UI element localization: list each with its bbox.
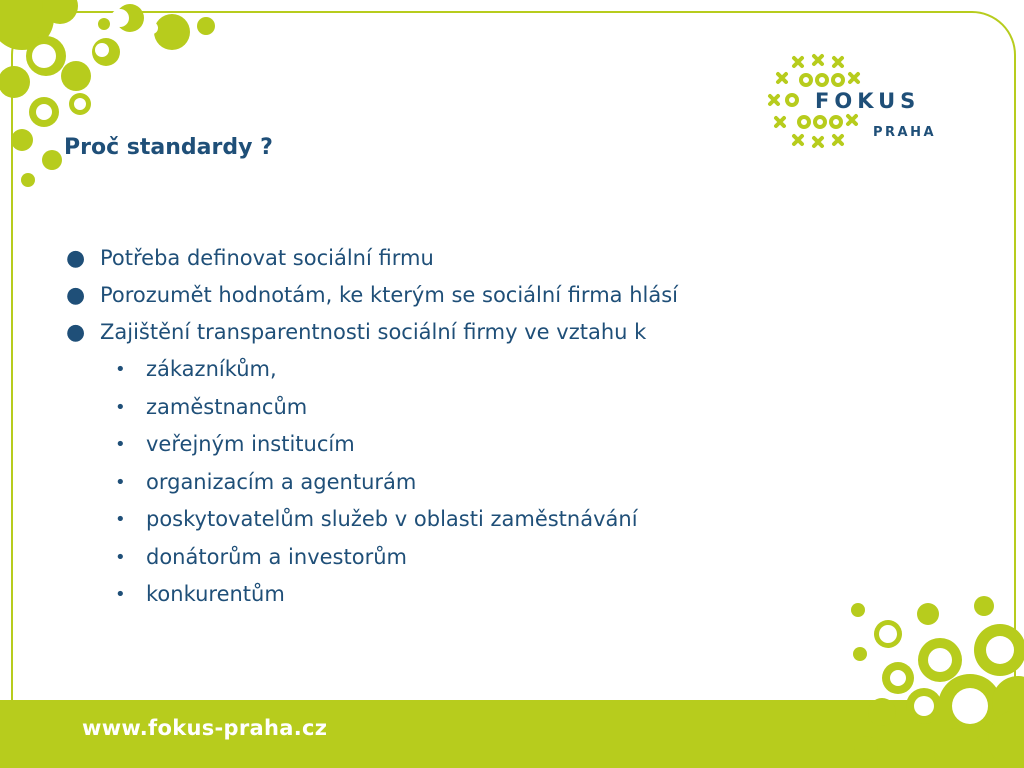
sub-bullet-text: poskytovatelům služeb v oblasti zaměstnávání <box>146 507 638 531</box>
bullet-dot-icon: ● <box>66 246 86 271</box>
sub-bullet-list <box>64 351 944 614</box>
bullet-text: Potřeba definovat sociální firmu <box>100 246 434 270</box>
sub-bullet-text: konkurentům <box>146 582 285 606</box>
footer-url-link[interactable]: www.fokus-praha.cz <box>82 716 328 740</box>
sub-bullet-text: donátorům a investorům <box>146 544 407 569</box>
slide-title: Proč standardy ? <box>64 135 273 160</box>
bullet-text: Porozumět hodnotám, ke kterým se sociální firma hlásí <box>100 283 678 307</box>
sub-bullet-dot-icon: • <box>115 396 126 418</box>
sub-bullet-item <box>64 576 944 614</box>
sub-bullet-item <box>64 539 944 577</box>
bullet-item <box>64 314 944 351</box>
sub-bullet-item <box>64 501 944 539</box>
sub-bullet-item <box>64 426 944 464</box>
bullet-item <box>64 277 944 314</box>
bullet-list <box>64 240 944 351</box>
sub-bullet-text: veřejným institucím <box>146 432 355 456</box>
bullet-item <box>64 240 944 277</box>
sub-bullet-dot-icon: • <box>115 509 126 530</box>
sub-bullet-item <box>64 351 944 389</box>
sub-bullet-text: zaměstnancům <box>146 394 308 419</box>
sub-bullet-text: zákazníkům, <box>146 357 277 381</box>
sub-bullet-text: organizacím a agenturám <box>146 469 417 494</box>
sub-bullet-dot-icon: • <box>115 434 126 455</box>
sub-bullet-item <box>64 389 944 427</box>
sub-bullet-dot-icon: • <box>115 359 126 380</box>
logo-subtitle: PRAHA <box>873 125 937 140</box>
logo-wordmark: FOKUS <box>815 89 921 113</box>
bullet-dot-icon: ● <box>66 283 86 308</box>
sub-bullet-dot-icon: • <box>115 584 126 605</box>
sub-bullet-dot-icon: • <box>115 546 126 568</box>
bullet-dot-icon: ● <box>66 320 86 345</box>
sub-bullet-dot-icon: • <box>115 471 126 493</box>
sub-bullet-item <box>64 464 944 502</box>
bullet-text: Zajištění transparentnosti sociální firmy ve vztahu k <box>100 320 647 344</box>
slide-content <box>64 240 944 614</box>
